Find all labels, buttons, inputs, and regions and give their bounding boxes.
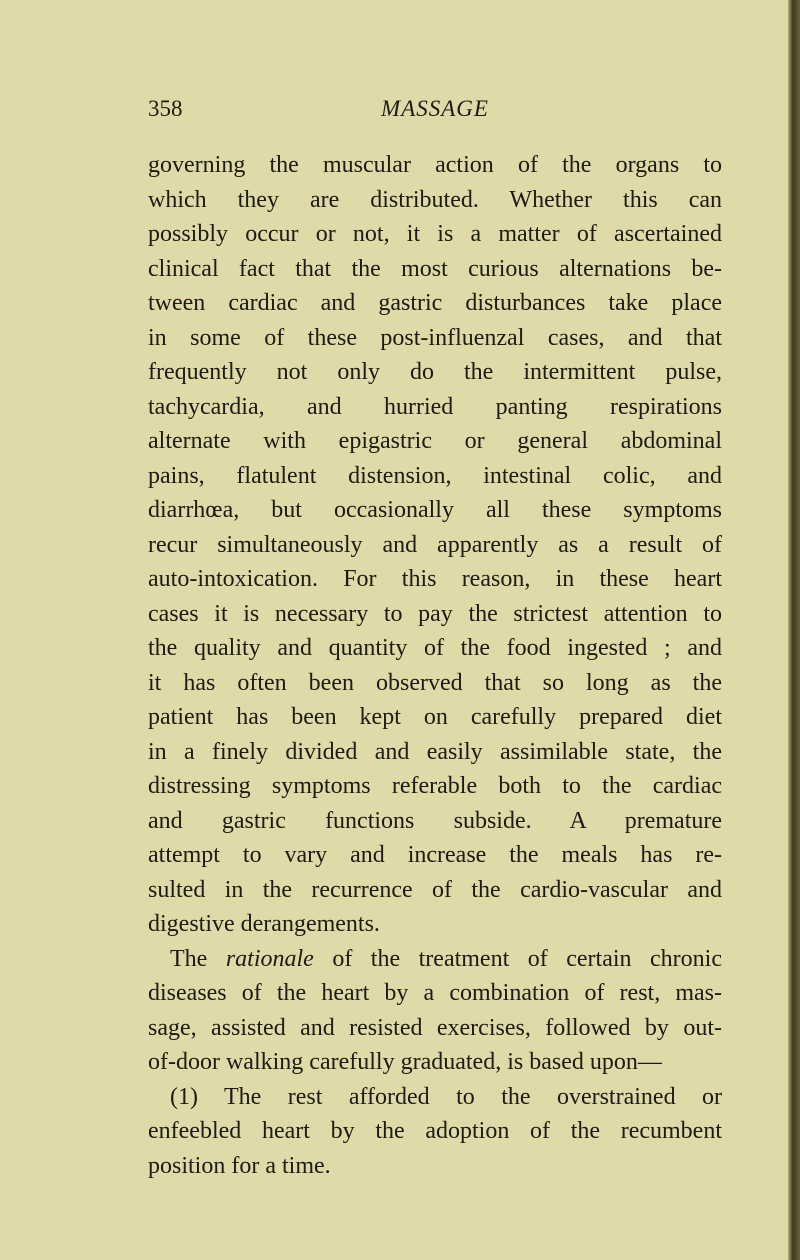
text-line: sulted in the recurrence of the cardio-vascular and [148, 876, 722, 903]
text-line: (1) The rest afforded to the overstrained or [170, 1083, 722, 1110]
text-line: diseases of the heart by a combination of rest, mas- [148, 980, 722, 1006]
text-line: enfeebled heart by the adoption of the recumbent [148, 1118, 722, 1144]
text-line: clinical fact that the most curious alternations be- [148, 255, 722, 282]
italic-term: rationale [225, 945, 314, 972]
text-line: alternate with epigastric or general abdominal [148, 428, 722, 454]
text-line: which they are distributed. Whether this can [148, 186, 722, 213]
text-line: sage, assisted and resisted exercises, followed by out- [148, 1014, 722, 1041]
text-line: auto-intoxication. For this reason, in these heart [148, 566, 722, 592]
running-title: MASSAGE [381, 96, 489, 121]
text-line: diarrhœa, but occasionally all these symptoms [148, 497, 722, 523]
text-line: in some of these post-influenzal cases, and that [148, 324, 722, 351]
text-line: the quality and quantity of the food ingested ; and [148, 635, 722, 661]
text-line: possibly occur or not, it is a matter of ascertained [148, 221, 722, 247]
text-line: position for a time. [148, 1152, 331, 1179]
text-line: governing the muscular action of the organs to [148, 152, 722, 178]
text-line: digestive derangements. [148, 911, 380, 937]
text-span: of the treatment of certain chronic [313, 945, 722, 972]
text-line: of-door walking carefully graduated, is based upon— [148, 1049, 662, 1075]
text-span: The [170, 945, 226, 972]
page-body [148, 148, 722, 1183]
text-line: in a finely divided and easily assimilable state, the [148, 738, 722, 765]
text-line: tachycardia, and hurried panting respirations [148, 393, 722, 420]
text-line: attempt to vary and increase the meals has re- [148, 842, 722, 868]
text-line: tween cardiac and gastric disturbances take place [148, 290, 722, 316]
text-line: pains, flatulent distension, intestinal colic, and [148, 462, 722, 489]
page-header [148, 96, 722, 130]
page-edge-shadow [788, 0, 800, 1260]
text-line: patient has been kept on carefully prepared diet [148, 704, 722, 730]
text-line: distressing symptoms referable both to the cardiac [148, 773, 722, 799]
text-line: cases it is necessary to pay the strictest attention to [148, 600, 722, 627]
page-number: 358 [148, 96, 183, 121]
paragraph-start-line [148, 942, 722, 977]
text-line: frequently not only do the intermittent pulse, [148, 359, 722, 385]
text-line: and gastric functions subside. A premature [148, 807, 722, 834]
text-line: recur simultaneously and apparently as a result of [148, 531, 722, 558]
text-line: it has often been observed that so long as the [148, 669, 722, 696]
